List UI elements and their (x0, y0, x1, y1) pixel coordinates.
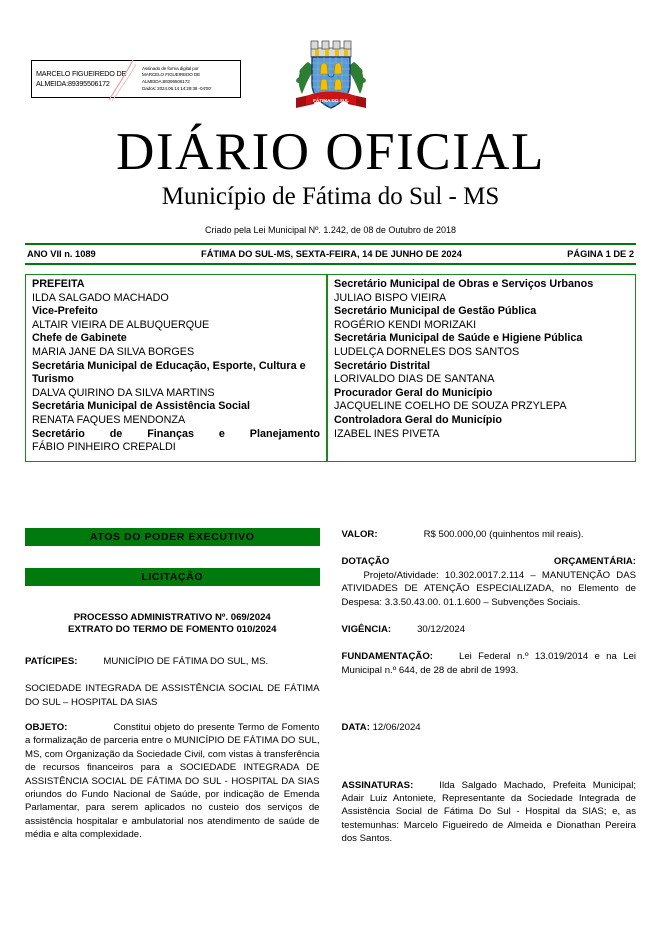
official-title: Secretária Municipal de Saúde e Higiene Pública (334, 332, 583, 345)
official-name: DALVA QUIRINO DA SILVA MARTINS (32, 386, 215, 399)
value-value: R$ 500.000,00 (quinhentos mil reais). (423, 529, 584, 540)
basis-label: FUNDAMENTAÇÃO: (341, 651, 433, 663)
signature-signer-line2: ALMEIDA:89395506172 (36, 79, 110, 88)
budget-label-left: DOTAÇÃO (341, 556, 390, 568)
edition-row (25, 245, 636, 263)
budget-value: Projeto/Atividade: 10.302.0017.2.114 – MANUTENÇÃO DAS ATIVIDADES DE ATENÇÃO ESPECIALIZADA, no Elemento de Despesa: 3.3.50.43.00. 01.1.600 – Subvenções Sociais. (341, 569, 636, 608)
official-name: LORIVALDO DIAS DE SANTANA (334, 373, 495, 386)
edition-bar (25, 243, 636, 265)
official-name: JULIAO BISPO VIEIRA (334, 291, 447, 304)
edition-page-number: PÁGINA 1 DE 2 (567, 249, 634, 259)
official-title: Chefe de Gabinete (32, 332, 127, 345)
official-name: JACQUELINE COELHO DE SOUZA PRZYLEPA (334, 400, 567, 413)
participants-second: SOCIEDADE INTEGRADA DE ASSISTÊNCIA SOCIAL DE FÁTIMA DO SUL – HOSPITAL DA SIAS (25, 683, 320, 708)
masthead (25, 124, 636, 236)
official-title: PREFEITA (32, 278, 85, 290)
official-title: Controladora Geral do Município (334, 413, 502, 426)
signatures-value: Ilda Salgado Machado, Prefeita Municipal; Adair Luiz Antoniete, Representante da Sociedade Integrada de Assistência Social de Fátima Do Sul - Hospital da SIAS; e, as testemunhas: Marcelo Figueiredo de Almeida e Dionathan Pereira dos Santos. (341, 779, 636, 845)
coat-of-arms-icon (294, 36, 368, 122)
official-name: RENATA FAQUES MENDONZA (32, 413, 186, 426)
official-name: LUDELÇA DORNELES DOS SANTOS (334, 345, 520, 358)
masthead-law-line: Criado pela Lei Municipal Nº. 1.242, de 08 de Outubro de 2018 (205, 225, 456, 235)
official-name: ALTAIR VIEIRA DE ALBUQUERQUE (32, 318, 210, 331)
value-label: VALOR: (341, 529, 378, 540)
participants-value: MUNICÍPIO DE FÁTIMA DO SUL, MS. (103, 655, 269, 667)
object-field (25, 721, 320, 842)
official-title: Secretário Municipal de Obras e Serviços Urbanos (334, 278, 594, 290)
official-title: Vice-Prefeito (32, 305, 98, 318)
notice-heading-line2: EXTRATO DO TERMO DE FOMENTO 010/2024 (68, 624, 277, 636)
official-title: Secretária Municipal de Educação, Esporte, Cultura e Turismo (32, 359, 306, 386)
officials-section (25, 274, 636, 462)
date-field (342, 721, 637, 734)
official-name: MARIA JANE DA SILVA BORGES (32, 345, 195, 358)
budget-label-right: ORÇAMENTÁRIA: (553, 556, 636, 568)
signature-detail-line1: Assinado de forma digital por (142, 65, 199, 71)
official-title: Secretário Distrital (334, 359, 431, 372)
participants-field (25, 655, 320, 668)
date-value: 12/06/2024 (372, 722, 421, 734)
basis-value: Lei Federal n.º 13.019/2014 e na Lei Municipal n.º 644, de 28 de abril de 1993. (341, 651, 636, 676)
notice-heading-line1: PROCESSO ADMINISTRATIVO Nº. 069/2024 (73, 612, 271, 623)
body-column-right (342, 528, 637, 846)
section-header-executive-acts: ATOS DO PODER EXECUTIVO (25, 528, 320, 546)
official-name: FÁBIO PINHEIRO CREPALDI (32, 441, 176, 454)
term-field (342, 623, 637, 636)
budget-label-row (342, 555, 637, 568)
date-label: DATA: (341, 722, 370, 734)
value-field (342, 528, 637, 541)
edition-rule-bottom (25, 263, 636, 265)
section-header-bidding: LICITAÇÃO (25, 568, 320, 586)
official-title: Secretário Municipal de Gestão Pública (334, 305, 537, 318)
term-label: VIGÊNCIA: (341, 624, 392, 636)
coat-of-arms (0, 36, 661, 122)
participants-label: PATÍCIPES: (25, 655, 78, 667)
signatures-label: ASSINATURAS: (341, 779, 414, 791)
signature-detail-line2: MARCELO FIGUEIREDO DE (142, 72, 201, 78)
basis-field (342, 650, 637, 677)
official-title: Secretária Municipal de Assistência Social (32, 400, 251, 413)
official-name: IZABEL INES PIVETA (334, 427, 440, 440)
official-title: Secretário de Finanças e Planejamento (32, 427, 320, 440)
signature-detail-line4: Dados: 2024.06.14 14:29:38 -04'00' (142, 85, 212, 91)
svg-text:FÁTIMA DO SUL: FÁTIMA DO SUL (312, 98, 349, 103)
officials-box-right (327, 274, 636, 462)
masthead-subtitle: Município de Fátima do Sul - MS (161, 183, 500, 210)
edition-place-date: FÁTIMA DO SUL-MS, SEXTA-FEIRA, 14 DE JUNHO DE 2024 (201, 249, 462, 259)
official-name: ROGÉRIO KENDI MORIZAKI (334, 318, 477, 331)
edition-year-issue: ANO VII n. 1089 (27, 249, 96, 259)
official-title: Procurador Geral do Município (334, 386, 493, 399)
signatures-field (342, 779, 637, 846)
page-title: DIÁRIO OFICIAL (116, 123, 545, 181)
officials-box-left (25, 274, 327, 462)
object-label: OBJETO: (25, 722, 68, 734)
body-columns (25, 528, 636, 846)
official-name: ILDA SALGADO MACHADO (32, 291, 169, 304)
body-column-left (25, 528, 320, 846)
signature-detail-line3: ALMEIDA:89395506172 (142, 79, 190, 84)
object-value: Constitui objeto do presente Termo de Fomento a formalização de parceria entre o MUNICÍPIO DE FÁTIMA DO SUL, MS, com Organização da Sociedade Civil, com vistas à transferência de recursos financeiros para a SOCIEDADE INTEGRADA DE ASSISTÊNCIA SOCIAL DE FÁTIMA DO SUL - HOSPITAL DA SIAS oriundos do Fundo Nacional de Saúde, por indicação de Emenda Parlamentar, para serem aplicados no custeio dos serviços de assistência hospitalar e ambulatorial nos atendimento de saúde de média e alta complexidade. (25, 722, 320, 841)
signature-signer-line1: MARCELO FIGUEIREDO DE (36, 69, 127, 78)
term-value: 30/12/2024 (417, 624, 466, 636)
